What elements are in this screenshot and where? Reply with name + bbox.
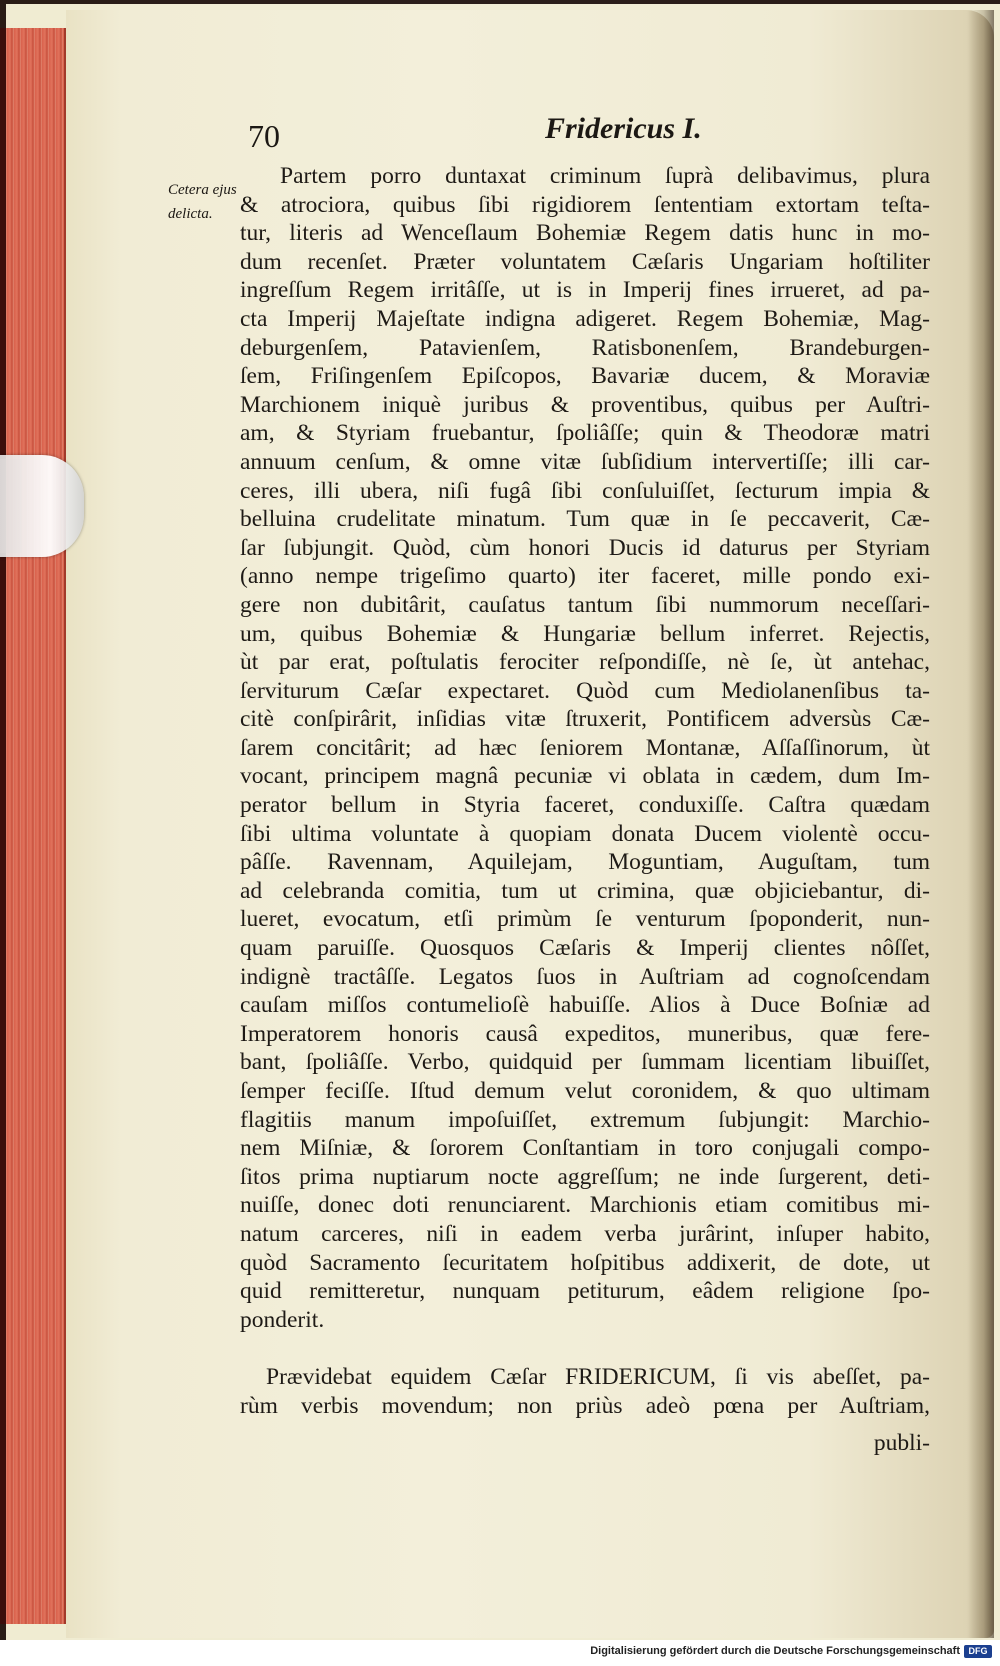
text-line: deburgenſem, Patavienſem, Ratisbonenſem, Brandeburgen- [240, 334, 930, 361]
text-line: ad celebranda comitia, tum ut crimina, quæ objiciebantur, di- [240, 877, 930, 904]
text-line: indignè tractâſſe. Legatos ſuos in Auſtriam ad cognoſcendam [240, 963, 930, 990]
book-cover-edge [0, 28, 6, 1624]
text-line: flagitiis manum impoſuiſſet, extremum ſubjungit: Marchio- [240, 1106, 930, 1133]
text-line: belluina crudelitate minatum. Tum quæ in ſe peccaverit, Cæ- [240, 506, 930, 533]
paragraph-1 [240, 162, 930, 1334]
page-holder-clip [0, 455, 84, 557]
text-line: quòd Sacramento ſecuritatem hoſpitibus addixerit, de dote, ut [240, 1249, 930, 1276]
text-line: ùt par erat, poſtulatis ferociter reſpondiſſe, nè ſe, ùt antehac, [240, 649, 930, 676]
text-line: & atrociora, quibus ſibi rigidiorem ſententiam extortam teſta- [240, 191, 930, 218]
catchword: publi- [873, 1430, 930, 1456]
text-line: quid remitteretur, nunquam petiturum, eâdem religione ſpo- [240, 1278, 930, 1305]
text-line: perator bellum in Styria faceret, conduxiſſe. Caſtra quædam [240, 792, 930, 819]
text-line: Imperatorem honoris causâ expeditos, muneribus, quæ fere- [240, 1020, 930, 1047]
text-line: Marchionem iniquè juribus & proventibus, quibus per Auſtri- [240, 391, 930, 418]
text-line: tur, literis ad Wenceſlaum Bohemiæ Regem datis hunc in mo- [240, 220, 930, 247]
text-line: ceres, illi ubera, niſi fugâ ſibi conſuluiſſet, ſecturum impia & [240, 477, 930, 504]
text-line: cta Imperij Majeſtate indigna adigeret. Regem Bohemiæ, Mag- [240, 305, 930, 332]
text-line: bant, ſpoliâſſe. Verbo, quidquid per ſummam licentiam libuiſſet, [240, 1049, 930, 1076]
text-line: ſar ſubjungit. Quòd, cùm honori Ducis id daturus per Styriam [240, 534, 930, 561]
text-line: vocant, principem magnâ pecuniæ vi oblata in cædem, dum Im- [240, 763, 930, 790]
page-number: 70 [248, 118, 280, 154]
text-line: nem Miſniæ, & ſororem Conſtantiam in toro conjugali compo- [240, 1135, 930, 1162]
text-line: quam paruiſſe. Quosquos Cæſaris & Imperij clientes nôſſet, [240, 935, 930, 962]
paragraph-2 [240, 1363, 930, 1420]
text-line: lueret, evocatum, etſi primùm ſe venturum ſpoponderit, nun- [240, 906, 930, 933]
text-line: ſem, Friſingenſem Epiſcopos, Bavariæ ducem, & Moraviæ [240, 363, 930, 390]
text-line: dum recenſet. Præter voluntatem Cæſaris Ungariam hoſtiliter [240, 248, 930, 275]
text-line: ſerviturum Cæſar expectaret. Quòd cum Mediolanenſibus ta- [240, 677, 930, 704]
text-line: annuum cenſum, & omne vitæ ſubſidium intervertiſſe; illi car- [240, 448, 930, 475]
text-line: rùm verbis movendum; non priùs adeò pœna per Auſtriam, [240, 1392, 930, 1419]
margin-note-line: Cetera ejus [168, 182, 237, 198]
text-line: Prævidebat equidem Cæſar FRIDERICUM, ſi vis abeſſet, pa- [266, 1364, 930, 1390]
text-line: gere non dubitârit, cauſatus tantum ſibi nummorum neceſſari- [240, 591, 930, 618]
footer-credit: Digitalisierung gefördert durch die Deutsche Forschungsgemeinschaft [590, 1645, 960, 1657]
text-line: ſemper feciſſe. Iſtud demum velut coronidem, & quo ultimam [240, 1078, 930, 1104]
text-line: pâſſe. Ravennam, Aquilejam, Moguntiam, Auguſtam, tum [240, 849, 930, 876]
binding-fold-shadow [968, 10, 994, 1638]
text-line: (anno nempe trigeſimo quarto) iter faceret, mille pondo exi- [240, 563, 930, 590]
red-page-edges [0, 28, 67, 1624]
running-head: Fridericus I. [545, 112, 702, 145]
text-line: cauſam miſſos contumelioſè habuiſſe. Alios à Duce Boſniæ ad [240, 992, 930, 1019]
text-line: ingreſſum Regem irritâſſe, ut is in Imperij fines irrueret, ad pa- [240, 277, 930, 304]
text-line: ſitos prima nuptiarum nocte aggreſſum; ne inde ſurgerent, deti- [240, 1163, 930, 1190]
text-line: ſibi ultima voluntate à quopiam donata Ducem violentè occu- [240, 820, 930, 847]
margin-note-line: delicta. [168, 206, 213, 222]
text-line: natum carceres, niſi in eadem verba jurârint, inſuper habito, [240, 1220, 930, 1247]
text-line: citè conſpirârit, inſidias vitæ ſtruxerit, Pontificem adversùs Cæ- [240, 706, 930, 733]
text-line: nuiſſe, donec doti renunciarent. Marchionis etiam comitibus mi- [240, 1192, 930, 1219]
text-line: ponderit. [240, 1306, 325, 1333]
text-line: um, quibus Bohemiæ & Hungariæ bellum inferret. Rejectis, [240, 620, 930, 647]
text-line: Partem porro duntaxat criminum ſuprà delibavimus, plura [280, 163, 930, 189]
margin-note [168, 178, 248, 226]
dfg-logo: DFG [964, 1645, 992, 1658]
text-line: ſarem concitârit; ad hæc ſeniorem Montanæ, Aſſaſſinorum, ùt [240, 734, 930, 761]
text-line: am, & Styriam fruebantur, ſpoliâſſe; quin & Theodoræ matri [240, 420, 930, 447]
